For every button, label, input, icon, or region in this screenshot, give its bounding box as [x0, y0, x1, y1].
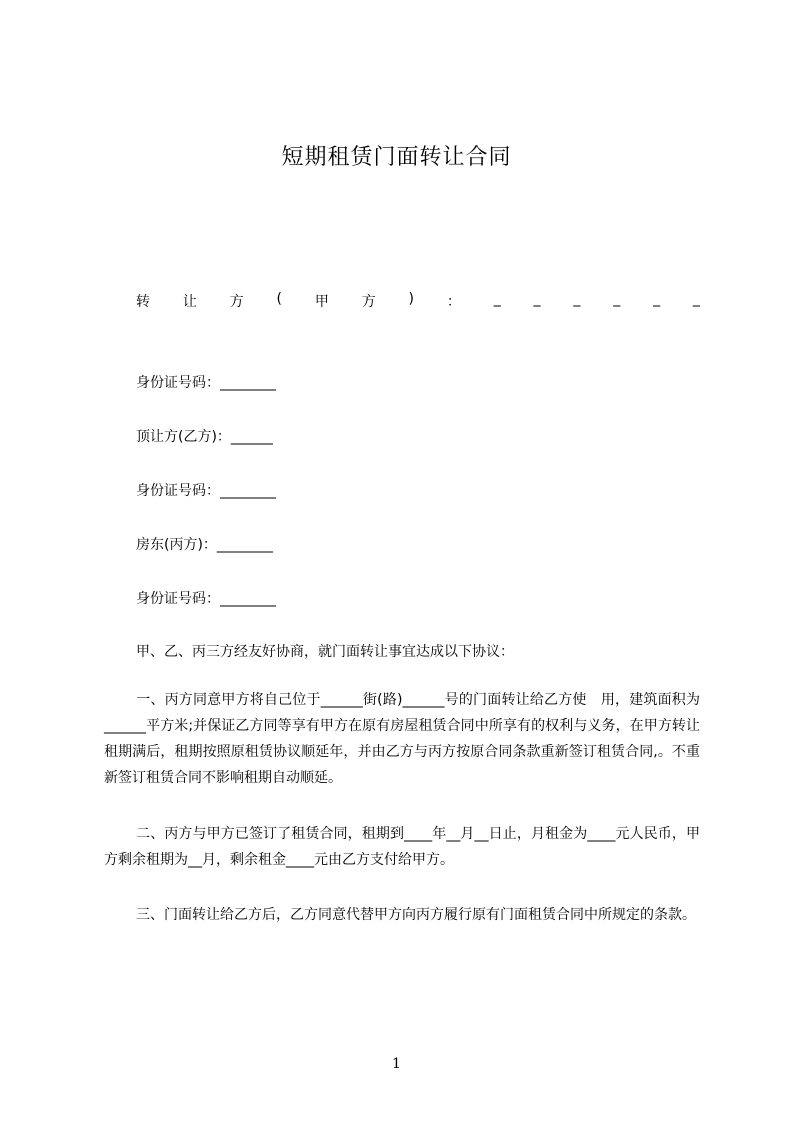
- clause-2: [104, 821, 700, 873]
- transfer-party-char: ：: [446, 294, 461, 310]
- transfer-party-char: 方: [361, 294, 376, 310]
- transfer-party-char: 转: [136, 294, 150, 310]
- document-title: 短期租赁门面转让合同: [281, 145, 512, 170]
- transfer-party-char: _: [692, 291, 700, 307]
- id-number-c: 身份证号码：________: [136, 591, 276, 607]
- page-number: 1: [392, 1056, 401, 1072]
- party-b-line: 顶让方(乙方)：______: [136, 429, 273, 445]
- clause-3-text: 三、门面转让给乙方后，乙方同意代替甲方向丙方履行原有门面租赁合同中所规定的条款。: [136, 907, 696, 923]
- transfer-party-char: 方: [229, 294, 244, 310]
- transfer-party-char: _: [533, 291, 541, 307]
- transfer-party-char: _: [613, 291, 621, 307]
- clause-2-text: 二、丙方与甲方已签订了租赁合同，租期到____年__月__日止，月租金为____元人民币，甲方剩余租期为__月，剩余租金____元由乙方支付给甲方。: [104, 826, 700, 868]
- transfer-party-char: ): [408, 291, 414, 307]
- agreement-intro: 甲、乙、丙三方经友好协商，就门面转让事宜达成以下协议：: [136, 644, 514, 660]
- transfer-party-char: _: [573, 291, 581, 307]
- clause-3: [104, 902, 700, 928]
- transfer-party-char: _: [493, 291, 501, 307]
- transfer-party-char: (: [276, 291, 282, 307]
- clause-1: [104, 687, 700, 791]
- transfer-party-char: 甲: [314, 294, 329, 310]
- id-number-a: 身份证号码：________: [136, 375, 276, 391]
- landlord-line: 房东(丙方)：________: [136, 537, 273, 553]
- transfer-party-line: [136, 291, 700, 311]
- id-number-b: 身份证号码：________: [136, 483, 276, 499]
- transfer-party-char: 让: [182, 294, 197, 310]
- transfer-party-char: _: [653, 291, 661, 307]
- clause-1-text: 一、丙方同意甲方将自己位于______街(路)______号的门面转让给乙方使 用，建筑面积为______平方米;并保证乙方同等享有甲方在原有房屋租赁合同中所享有的权利与义务，在甲方转让租期满后，租期按照原租赁协议顺延年，并由乙方与丙方按原合同条款重新签订租赁合同,。不重新签订租赁合同不影响租期自动顺延。: [104, 692, 700, 786]
